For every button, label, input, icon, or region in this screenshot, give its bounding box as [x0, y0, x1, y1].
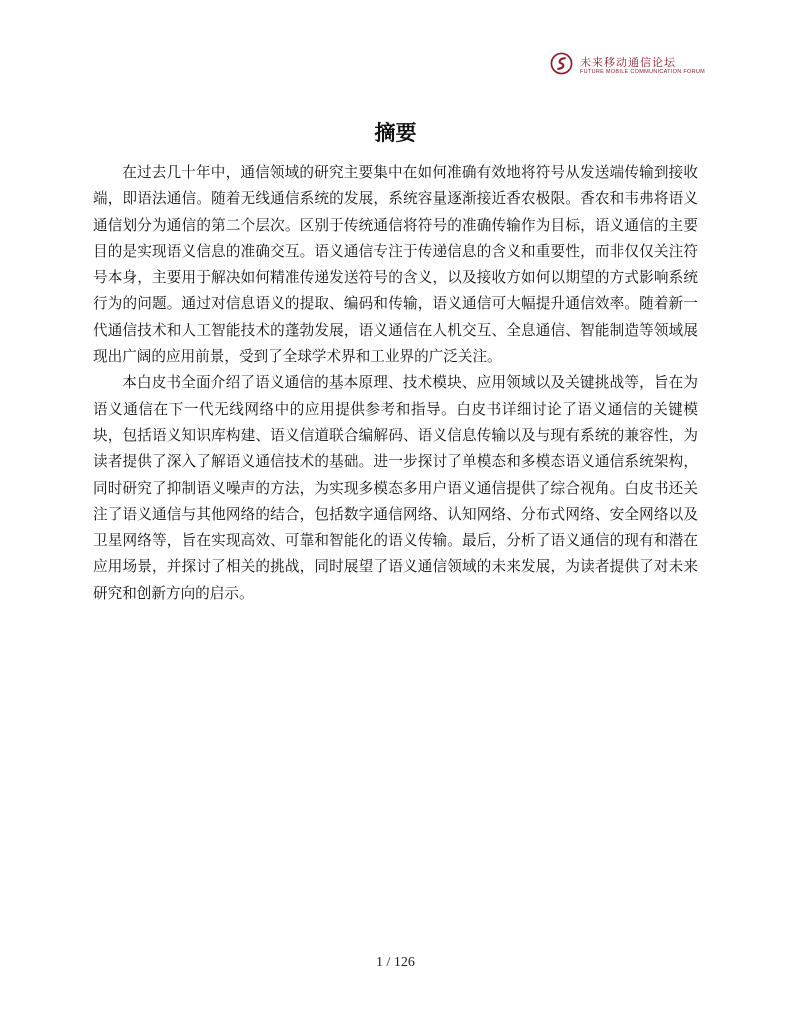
header-logo [550, 50, 705, 80]
logo-text-en: FUTURE MOBILE COMMUNICATION FORUM [580, 69, 705, 75]
logo-text-cn: 未来移动通信论坛 [580, 56, 676, 69]
abstract-paragraph-1: 在过去几十年中，通信领域的研究主要集中在如何准确有效地将符号从发送端传输到接收端，即语法通信。随着无线通信系统的发展，系统容量逐渐接近香农极限。香农和韦弗将语义通信划分为通信的第二个层次。区别于传统通信将符号的准确传输作为目标，语义通信的主要目的是实现语义信息的准确交互。语义通信专注于传递信息的含义和重要性，而非仅仅关注符号本身，主要用于解决如何精准传递发送符号的含义，以及接收方如何以期望的方式影响系统行为的问题。通过对信息语义的提取、编码和传输，语义通信可大幅提升通信效率。随着新一代通信技术和人工智能技术的蓬勃发展，语义通信在人机交互、全息通信、智能制造等领域展现出广阔的应用前景，受到了全球学术界和工业界的广泛关注。 [93, 164, 698, 366]
abstract-paragraph-2: 本白皮书全面介绍了语义通信的基本原理、技术模块、应用领域以及关键挑战等，旨在为语义通信在下一代无线网络中的应用提供参考和指导。白皮书详细讨论了语义通信的关键模块，包括语义知识库构建、语义信道联合编解码、语义信息传输以及与现有系统的兼容性，为读者提供了深入了解语义通信技术的基础。进一步探讨了单模态和多模态语义通信系统架构，同时研究了抑制语义噪声的方法，为实现多模态多用户语义通信提供了综合视角。白皮书还关注了语义通信与其他网络的结合，包括数字通信网络、认知网络、分布式网络、安全网络以及卫星网络等，旨在实现高效、可靠和智能化的语义传输。最后，分析了语义通信的现有和潜在应用场景，并探讨了相关的挑战，同时展望了语义通信领域的未来发展，为读者提供了对未来研究和创新方向的启示。 [93, 374, 698, 602]
page-number: 1 / 126 [376, 955, 415, 970]
page-title: 摘要 [374, 121, 417, 145]
abstract-body [93, 160, 698, 607]
fumf-logo-icon [550, 52, 573, 75]
